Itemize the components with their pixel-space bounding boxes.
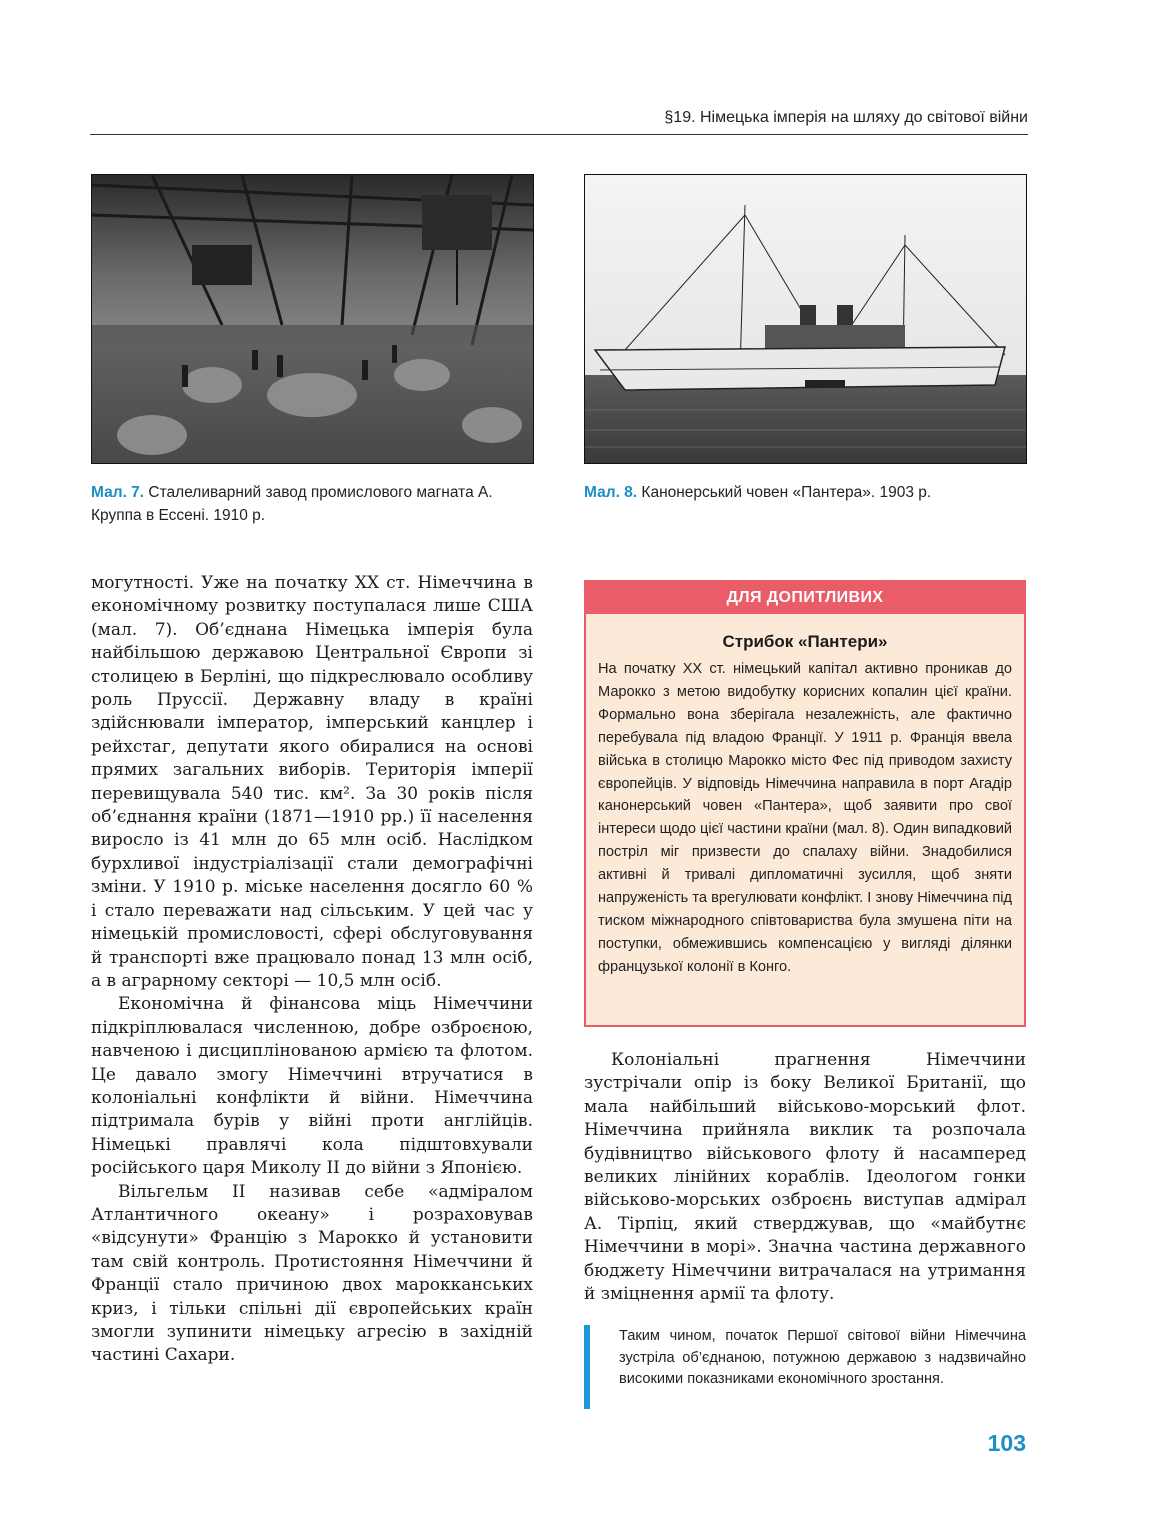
sidebar-title: Стрибок «Пантери»: [722, 632, 888, 651]
paragraph: Колоніальні прагнення Німеччини зустрічали опір із боку Великої Британії, що мала найбільший військово-морський флот. Німеччина прийняла виклик та розпочала будівництво військового флоту й насамперед великих лінійних кораблів. Ідеологом гонки військово-морських озброєнь виступав адмірал А. Тірпіц, який стверджував, що «майбутнє Німеччини в морі». Значна частина державного бюджету Німеччини витрачалася на утримання й зміцнення армії та флоту.: [584, 1050, 1026, 1305]
page-number: 103: [987, 1430, 1026, 1456]
figure-8-caption: [584, 481, 1024, 504]
figure-8-label: Мал. 8.: [584, 484, 638, 501]
sidebar-box: [584, 580, 1026, 1027]
figure-8-text: Канонерський човен «Пантера». 1903 р.: [641, 484, 932, 501]
running-header: §19. Німецька імперія на шляху до світової війни: [664, 109, 1028, 126]
sidebar-text: На початку XX ст. німецький капітал активно проникав до Марокко з метою видобутку корисних копалин цієї країни. Формально вона зберігала незалежність, але фактично перебувала під владою Франції. У 1911 р. Франція ввела війська в столицю Марокко місто Фес під приводом захисту європейців. У відповідь Німеччина направила в порт Агадір канонерський човен «Пантера», щоб заявити про свої інтереси щодо цієї частини країни (мал. 8). Один випадковий постріл міг призвести до спалаху війни. Знадобилися активні й тривалі дипломатичні зусилля, щоб зняти напруженість та врегулювати конфлікт. І знову Німеччина під тиском міжнародного співтовариства була змушена піти на поступки, обмежившись компенсацією у вигляді ділянки французької колонії в Конго.: [598, 661, 1012, 975]
summary-note: Таким чином, початок Першої світової війни Німеччина зустріла об’єднаною, потужною державою з надзвичайно високими показниками економічного зростання.: [584, 1325, 1026, 1409]
sidebar-heading: ДЛЯ ДОПИТЛИВИХ: [586, 582, 1024, 614]
figure-7-label: Мал. 7.: [91, 484, 145, 501]
factory-photo: [91, 174, 534, 464]
paragraph: Вільгельм II називав себе «адміралом Атлантичного океану» і розраховував «відсунути» Францію з Марокко й установити там свій контроль. Протистояння Німеччини й Франції стало причиною двох марокканських криз, і тільки спільні дії європейських країн змогли зупинити німецьку агресію в західній частині Сахари.: [91, 1181, 533, 1366]
paragraph: Економічна й фінансова міць Німеччини підкріплювалася численною, добре озброєною, навченою і дисциплінованою армією та флотом. Це давало змогу Німеччині втручатися в колоніальні конфлікти й війни. Німеччина підтримала бурів у війні проти англійців. Німецькі правлячі кола підштовхували російського царя Миколу II до війни з Японією.: [91, 994, 533, 1179]
figure-7-text: Сталеливарний завод промислового магната А. Круппа в Ессені. 1910 р.: [91, 484, 493, 524]
figure-7-caption: [91, 481, 536, 527]
header-rule: [90, 134, 1028, 135]
gunboat-photo: [584, 174, 1027, 464]
paragraph: могутності. Уже на початку XX ст. Німеччина в економічному розвитку поступалася лише США (мал. 7). Об’єднана Німецька імперія була найбільшою державою Центральної Європи зі столицею в Берліні, що підкреслювало особливу роль Пруссії. Державну владу в країні здійснювали імператор, імперський канцлер і рейхстаг, депутати якого обиралися на основі прямих загальних виборів. Територія імперії перевищувала 540 тис. км². За 30 років після об’єднання країни (1871—1910 рр.) її населення виросло із 41 млн до 65 млн осіб. Наслідком бурхливої індустріалізації стали демографічні зміни. У 1910 р. міське населення досягло 60 % і стало переважати над сільським. У цей час у німецькій промисловості, сфері обслуговування й транспорті вже працювало понад 13 млн осіб, а в аграрному секторі — 10,5 млн осіб.: [91, 573, 533, 991]
left-column-text: [91, 572, 533, 1368]
right-column-text: [584, 1049, 1026, 1306]
